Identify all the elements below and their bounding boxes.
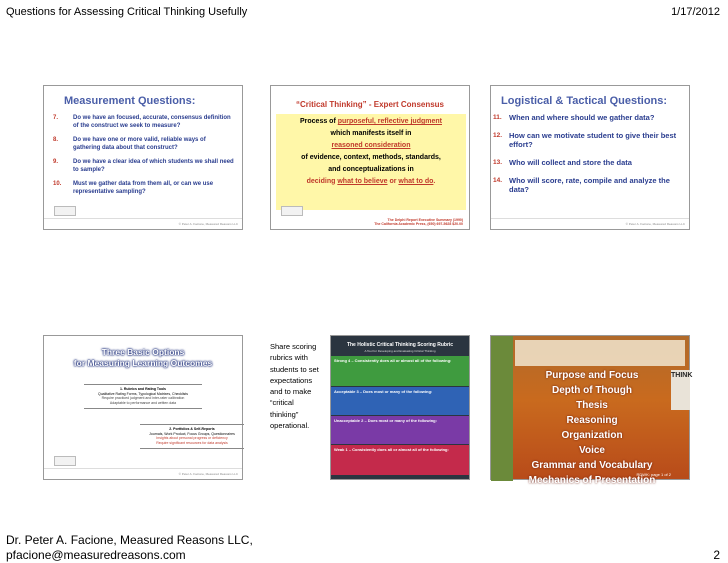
slide-three-options (43, 335, 243, 480)
question-item: 11. When and where should we gather data? (493, 113, 655, 122)
question-item: 10. Must we gather data from them all, or can we use representative sampling? (53, 181, 214, 195)
rubric-band-acceptable: Acceptable 3 – Does most or many of the following: (331, 387, 469, 415)
slide-scoring-rubric (330, 335, 470, 480)
author-footer: Dr. Peter A. Facione, Measured Reasons LLC, pfacione@measuredreasons.com (6, 533, 253, 562)
question-item: 14. Who will score, rate, compile and analyze the data? (493, 176, 670, 194)
citation: The Delphi Report Executive Summary (1990) The California Academic Press, (650) 697-5628 $20.00 (374, 218, 463, 226)
question-item: 13. Who will collect and store the data (493, 158, 632, 167)
rubrics-box: 1. Rubrics and Rating Tools Qualitative Rating Forms, Typological Matrixes, Checklists Require practiced judgment and inter-rater calibration Adaptable to performance and written data (84, 384, 202, 409)
logo-icon (281, 206, 303, 216)
header-date: 1/17/2012 (671, 6, 720, 18)
page-number: 2 (713, 548, 720, 562)
rubric-title: The Holistic Critical Thinking Scoring Rubric (346, 342, 454, 348)
page-label: RDWK: page 1 of 2 (636, 472, 671, 477)
rubric-table-header (515, 340, 685, 366)
slide-measurement-questions (43, 85, 243, 230)
slide-title: “Critical Thinking” - Expert Consensus (295, 100, 445, 109)
slide-title: Logistical & Tactical Questions: (501, 95, 668, 107)
portfolios-box: 2. Portfolios & Self-Reports Journals, Work Product, Focus Groups, Questionnaires Insights about personal progress or deficiency Require significant resources for data analysis (140, 424, 244, 449)
rubric-band-weak: Weak 1 – Consistently does all or almost all of the following: (331, 445, 469, 475)
rubric-subtitle: A Tool for Developing and Evaluating Critical Thinking (364, 349, 436, 353)
logo-icon (54, 456, 76, 466)
logo-icon (54, 206, 76, 216)
side-strip (491, 336, 513, 481)
header-title: Questions for Assessing Critical Thinking Usefully (6, 6, 248, 18)
rubric-band-unacceptable: Unacceptable 2 – Does most or many of the following: (331, 416, 469, 444)
slide-logistical-questions (490, 85, 690, 230)
question-item: 12. How can we motivate student to give their best effort? (493, 131, 677, 149)
book-cover: THINK (671, 370, 690, 410)
question-item: 8. Do we have one or more valid, reliable ways of gathering data about that construct? (53, 137, 206, 151)
slide-footer: © Peter A. Facione, Measured Reasons LLC (44, 468, 242, 479)
slide-title: Measurement Questions: (64, 95, 196, 107)
definition-box: Process of purposeful, reflective judgment which manifests itself in reasoned consideration of evidence, context, methods, standards, and conceptualizations in deciding what to believe or what to do. (276, 114, 466, 210)
question-item: 9. Do we have a clear idea of which students we shall need to sample? (53, 159, 234, 173)
slide-title: Three Basic Options for Measuring Learning Outcomes (73, 347, 213, 368)
side-note: Share scoring rubrics with students to set expectations and to make “critical thinking” operational. (270, 342, 319, 431)
slide-footer: © Peter A. Facione, Measured Reasons LLC (491, 218, 689, 229)
question-item: 7. Do we have an focused, accurate, consensus definition of the construct we seek to measure? (53, 115, 231, 129)
rubric-band-strong: Strong 4 – Consistently does all or almost all of the following: (331, 356, 469, 386)
slide-writing-traits (490, 335, 693, 486)
slide-expert-consensus (270, 85, 470, 230)
slide-footer: © Peter A. Facione, Measured Reasons LLC (44, 218, 242, 229)
trait-list: Purpose and Focus Depth of Though Thesis Reasoning Organization Voice Grammar and Vocabulary Mechanics of Presentation (528, 370, 656, 486)
